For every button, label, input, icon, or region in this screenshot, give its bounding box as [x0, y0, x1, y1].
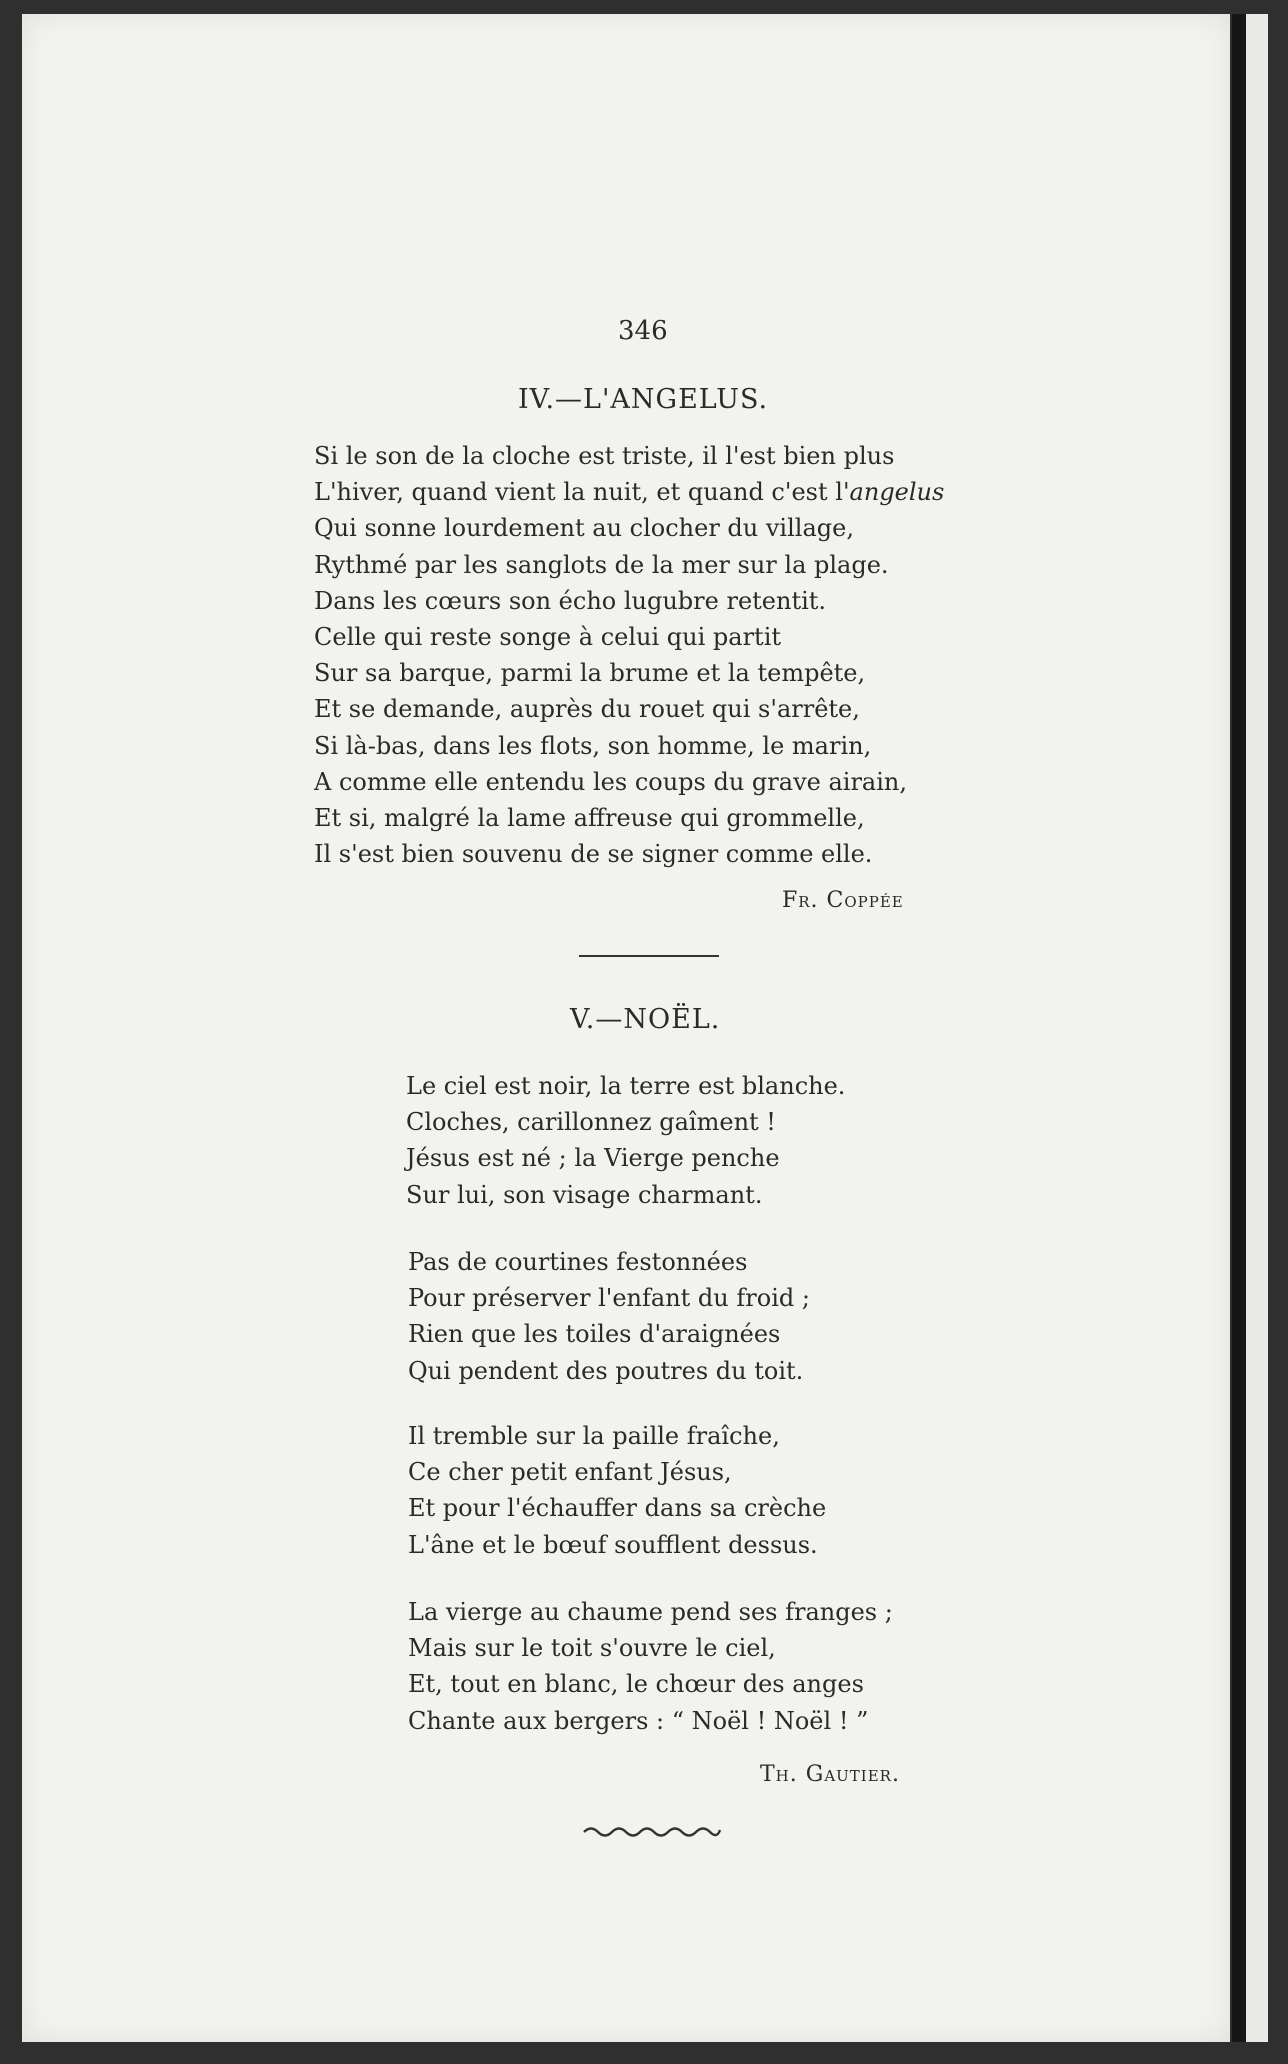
poem-line: Dans les cœurs son écho lugubre retentit.: [314, 586, 827, 615]
book-page: [22, 14, 1230, 2042]
poem-line: Et pour l'échauffer dans sa crèche: [408, 1494, 827, 1523]
poem-line: Qui sonne lourdement au clocher du village,: [314, 514, 854, 543]
poem-line: Si le son de la cloche est triste, il l'est bien plus: [314, 442, 895, 470]
poem-line: Celle qui reste songe à celui qui partit: [314, 623, 782, 652]
stanza-2: [408, 1244, 810, 1389]
poem-line: La vierge au chaume pend ses franges ;: [408, 1598, 893, 1626]
poem-line: Rythmé par les sanglots de la mer sur la plage.: [314, 550, 889, 579]
poem-title-angelus: IV.—L'ANGELUS.: [518, 384, 769, 415]
poem-line: [314, 474, 944, 510]
poem-line: Pas de courtines festonnées: [408, 1248, 748, 1276]
author-gautier: Th. Gautier.: [760, 1762, 900, 1787]
adjacent-page-edge: [1246, 14, 1268, 2042]
poem-title-noel: V.—NOËL.: [570, 1004, 721, 1035]
stanza-3: [408, 1418, 826, 1563]
binding-shadow: [1232, 14, 1246, 2042]
stanza-1: [406, 1068, 845, 1213]
page-number: 346: [618, 316, 668, 346]
poem-line: Si là-bas, dans les flots, son homme, le marin,: [314, 731, 872, 760]
poem-line: Et, tout en blanc, le chœur des anges: [408, 1670, 864, 1699]
poem-line: Jésus est né ; la Vierge penche: [406, 1144, 780, 1173]
section-divider: [579, 955, 719, 957]
poem-line: Mais sur le toit s'ouvre le ciel,: [408, 1634, 776, 1663]
poem-line-text: L'hiver, quand vient la nuit, et quand c'est l': [314, 478, 850, 507]
poem-angelus: [314, 438, 944, 872]
poem-line: Et se demande, auprès du rouet qui s'arrête,: [314, 695, 860, 724]
poem-line: Chante aux bergers : “ Noël ! Noël ! ”: [408, 1706, 869, 1735]
wavy-ornament: [582, 1822, 722, 1842]
poem-line: Pour préserver l'enfant du froid ;: [408, 1284, 810, 1313]
poem-line: Cloches, carillonnez gaîment !: [406, 1108, 776, 1137]
poem-line: L'âne et le bœuf soufflent dessus.: [408, 1530, 818, 1559]
poem-line: Le ciel est noir, la terre est blanche.: [406, 1072, 846, 1100]
poem-line: Sur lui, son visage charmant.: [406, 1180, 763, 1209]
poem-line: Ce cher petit enfant Jésus,: [408, 1458, 732, 1487]
poem-line: Qui pendent des poutres du toit.: [408, 1356, 804, 1385]
poem-line: Il tremble sur la paille fraîche,: [408, 1422, 780, 1450]
poem-line: Rien que les toiles d'araignées: [408, 1320, 781, 1349]
stanza-4: [408, 1594, 893, 1739]
poem-line: Et si, malgré la lame affreuse qui grommelle,: [314, 804, 865, 833]
poem-line: Il s'est bien souvenu de se signer comme elle.: [314, 840, 873, 869]
author-coppee: Fr. Coppée: [782, 888, 904, 913]
poem-line: A comme elle entendu les coups du grave airain,: [314, 767, 907, 796]
italic-word: angelus: [849, 478, 945, 507]
poem-line: Sur sa barque, parmi la brume et la tempête,: [314, 659, 866, 688]
